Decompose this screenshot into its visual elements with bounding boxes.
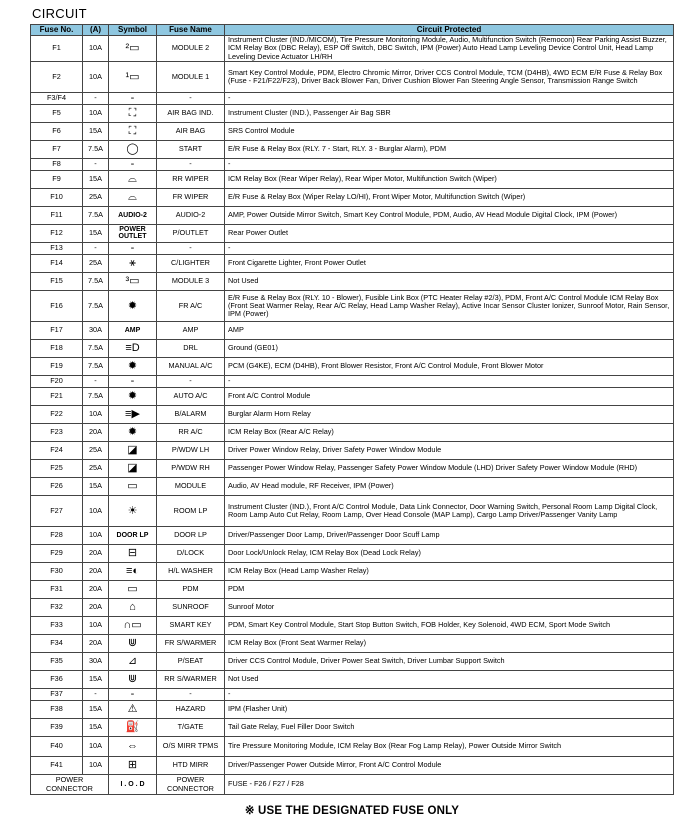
circuit-protected-cell: Audio, AV Head module, RF Receiver, IPM (Power) [225, 478, 674, 496]
fuse-name-cell: RR S/WARMER [157, 671, 225, 689]
front-wiper-icon: ⌓ [128, 191, 137, 203]
fuse-number-cell: F39 [31, 719, 83, 737]
fuse-name-cell: - [157, 159, 225, 171]
smart-key-icon: ∩▭ [123, 619, 142, 631]
symbol-cell [109, 340, 157, 358]
table-row [31, 358, 674, 376]
drl-icon: ≡D [125, 342, 140, 354]
table-row [31, 62, 674, 93]
fuse-number-cell: F31 [31, 581, 83, 599]
symbol-label: POWER OUTLET [118, 226, 147, 241]
amperage-cell: 10A [83, 737, 109, 757]
symbol-label: DOOR LP [116, 532, 149, 540]
rear-wiper-icon: ⌓ [128, 173, 137, 185]
power-seat-icon: ⊿ [127, 655, 138, 667]
fuse-name-cell: ROOM LP [157, 496, 225, 527]
fuse-name-cell: AIR BAG [157, 123, 225, 141]
symbol-cell [109, 545, 157, 563]
symbol-cell [109, 123, 157, 141]
fuse-name-cell: MODULE [157, 478, 225, 496]
heated-mirror-icon: ⊞ [127, 759, 138, 771]
fuse-number-cell: F16 [31, 291, 83, 322]
cigarette-lighter-icon: ⚹ [129, 257, 136, 269]
fuse-number-cell: F41 [31, 757, 83, 775]
fuse-number-cell: F7 [31, 141, 83, 159]
fuse-name-cell: PDM [157, 581, 225, 599]
fan-icon: ✹ [127, 299, 138, 312]
symbol-cell [109, 635, 157, 653]
fuse-number-cell: F14 [31, 255, 83, 273]
symbol-cell [109, 581, 157, 599]
header-fuse-no: Fuse No. [31, 25, 83, 36]
circuit-protected-cell: - [225, 243, 674, 255]
circuit-protected-cell: Door Lock/Unlock Relay, ICM Relay Box (Dead Lock Relay) [225, 545, 674, 563]
amperage-cell: - [83, 159, 109, 171]
rear-ac-icon: ✹ [127, 426, 138, 438]
fuse-name-cell: D/LOCK [157, 545, 225, 563]
circuit-protected-cell: AMP, Power Outside Mirror Switch, Smart Key Control Module, PDM, Audio, AV Head Module Digital Clock, IPM (Power) [225, 207, 674, 225]
fuse-number-cell: F1 [31, 36, 83, 62]
symbol-label: - [130, 375, 135, 387]
symbol-label: - [130, 92, 135, 104]
pdm-icon: ▭ [127, 583, 138, 595]
circuit-protected-cell: Passenger Power Window Relay, Passenger Safety Power Window Module (LHD) Driver Safety Power Window Module (RHD) [225, 460, 674, 478]
symbol-cell [109, 599, 157, 617]
fuse-name-cell: AIR BAG IND. [157, 105, 225, 123]
circuit-protected-cell: Front Cigarette Lighter, Front Power Outlet [225, 255, 674, 273]
symbol-label: AMP [124, 327, 141, 335]
amperage-cell: 10A [83, 36, 109, 62]
table-row [31, 563, 674, 581]
hazard-icon: ⚠ [127, 703, 138, 715]
symbol-cell [109, 358, 157, 376]
symbol-cell [109, 617, 157, 635]
airbag-ind-icon: ⛶ [128, 107, 137, 119]
amperage-cell: 10A [83, 62, 109, 93]
circuit-protected-cell: ICM Relay Box (Rear A/C Relay) [225, 424, 674, 442]
symbol-cell [109, 406, 157, 424]
table-row [31, 273, 674, 291]
circuit-protected-cell: E/R Fuse & Relay Box (Wiper Relay LO/HI), Front Wiper Motor, Multifunction Switch (Wiper) [225, 189, 674, 207]
amperage-cell: 15A [83, 719, 109, 737]
table-row [31, 159, 674, 171]
fuse-table-body [31, 36, 674, 795]
table-row [31, 442, 674, 460]
symbol-cell [109, 737, 157, 757]
module-icon: ▭ [127, 480, 138, 492]
table-row [31, 93, 674, 105]
amperage-cell: 10A [83, 406, 109, 424]
circuit-protected-cell: Tail Gate Relay, Fuel Filler Door Switch [225, 719, 674, 737]
fuse-name-cell: RR A/C [157, 424, 225, 442]
amperage-cell: 20A [83, 599, 109, 617]
tailgate-icon: ⛽ [125, 721, 140, 733]
circuit-protected-cell: PCM (G4KE), ECM (D4HB), Front Blower Resistor, Front A/C Control Module, Front Blower Motor [225, 358, 674, 376]
table-row [31, 225, 674, 243]
amperage-cell: 7.5A [83, 358, 109, 376]
symbol-cell [109, 62, 157, 93]
fuse-number-cell: POWER CONNECTOR [31, 775, 109, 795]
amperage-cell: 20A [83, 424, 109, 442]
amperage-cell: 15A [83, 478, 109, 496]
circuit-protected-cell: Not Used [225, 671, 674, 689]
rear-seat-warmer-icon: ⋓ [127, 673, 138, 685]
circuit-protected-cell: Burglar Alarm Horn Relay [225, 406, 674, 424]
table-row [31, 496, 674, 527]
table-row [31, 123, 674, 141]
circuit-protected-cell: Instrument Cluster (IND.), Front A/C Control Module, Data Link Connector, Door Warning Switch, Personal Room Lamp Digital Clock, Room Lamp Auto Cut Relay, Room Lamp, Over Head Console (MAP Lamp), Cargo Lamp Driver/Passenger Vanity Lamp [225, 496, 674, 527]
amperage-cell: 7.5A [83, 340, 109, 358]
fuse-number-cell: F40 [31, 737, 83, 757]
symbol-cell [109, 141, 157, 159]
module-icon: ¹▭ [125, 70, 140, 83]
symbol-cell [109, 255, 157, 273]
amperage-cell: 10A [83, 757, 109, 775]
circuit-protected-cell: ICM Relay Box (Front Seat Warmer Relay) [225, 635, 674, 653]
fuse-name-cell: - [157, 689, 225, 701]
amperage-cell: 15A [83, 671, 109, 689]
burglar-alarm-icon: ≡▶ [125, 408, 140, 420]
room-lamp-icon: ☀ [127, 504, 138, 517]
table-row [31, 406, 674, 424]
circuit-protected-cell: PDM [225, 581, 674, 599]
table-row [31, 545, 674, 563]
fuse-number-cell: F19 [31, 358, 83, 376]
window-lh-icon: ◪ [127, 444, 138, 456]
circuit-protected-cell: Tire Pressure Monitoring Module, ICM Relay Box (Rear Fog Lamp Relay), Power Outside Mirror Switch [225, 737, 674, 757]
symbol-cell [109, 775, 157, 795]
circuit-protected-cell: Driver/Passenger Door Lamp, Driver/Passenger Door Scuff Lamp [225, 527, 674, 545]
amperage-cell: 25A [83, 442, 109, 460]
fuse-number-cell: F33 [31, 617, 83, 635]
amperage-cell: 25A [83, 255, 109, 273]
symbol-cell [109, 496, 157, 527]
table-row [31, 701, 674, 719]
fuse-name-cell: POWER CONNECTOR [157, 775, 225, 795]
table-header-row [31, 25, 674, 36]
symbol-cell [109, 291, 157, 322]
fuse-number-cell: F20 [31, 376, 83, 388]
symbol-cell [109, 171, 157, 189]
fuse-name-cell: MODULE 2 [157, 36, 225, 62]
fuse-number-cell: F18 [31, 340, 83, 358]
fuse-name-cell: SUNROOF [157, 599, 225, 617]
header-fuse-name: Fuse Name [157, 25, 225, 36]
fuse-number-cell: F27 [31, 496, 83, 527]
amperage-cell: - [83, 243, 109, 255]
circuit-protected-cell: E/R Fuse & Relay Box (RLY. 7 - Start, RLY. 3 - Burglar Alarm), PDM [225, 141, 674, 159]
fuse-name-cell: DRL [157, 340, 225, 358]
circuit-protected-cell: - [225, 93, 674, 105]
circuit-protected-cell: - [225, 689, 674, 701]
amperage-cell: 15A [83, 123, 109, 141]
header-symbol: Symbol [109, 25, 157, 36]
fuse-number-cell: F28 [31, 527, 83, 545]
symbol-cell [109, 322, 157, 340]
sunroof-icon: ⌂ [129, 601, 136, 613]
amperage-cell: 7.5A [83, 291, 109, 322]
fuse-number-cell: F3/F4 [31, 93, 83, 105]
fuse-number-cell: F2 [31, 62, 83, 93]
fuse-number-cell: F25 [31, 460, 83, 478]
fuse-number-cell: F35 [31, 653, 83, 671]
fuse-name-cell: FR S/WARMER [157, 635, 225, 653]
symbol-label: AUDIO-2 [118, 212, 147, 220]
start-icon: ◯ [126, 143, 139, 155]
fuse-name-cell: FR WIPER [157, 189, 225, 207]
fuse-number-cell: F12 [31, 225, 83, 243]
table-row [31, 719, 674, 737]
fuse-name-cell: FR A/C [157, 291, 225, 322]
circuit-protected-cell: Sunroof Motor [225, 599, 674, 617]
fuse-name-cell: P/OUTLET [157, 225, 225, 243]
fuse-number-cell: F37 [31, 689, 83, 701]
table-row [31, 255, 674, 273]
symbol-cell [109, 225, 157, 243]
fuse-number-cell: F36 [31, 671, 83, 689]
airbag-icon: ⛶ [128, 125, 137, 137]
symbol-cell [109, 460, 157, 478]
symbol-cell [109, 105, 157, 123]
table-row [31, 340, 674, 358]
amperage-cell: 20A [83, 563, 109, 581]
symbol-label: I . O . D [120, 781, 145, 789]
symbol-cell [109, 719, 157, 737]
window-rh-icon: ◪ [127, 462, 138, 474]
fuse-name-cell: - [157, 376, 225, 388]
manual-ac-icon: ✹ [127, 360, 138, 372]
fuse-number-cell: F26 [31, 478, 83, 496]
table-row [31, 243, 674, 255]
table-row [31, 171, 674, 189]
table-row [31, 635, 674, 653]
amperage-cell: 15A [83, 225, 109, 243]
symbol-cell [109, 388, 157, 406]
fuse-number-cell: F13 [31, 243, 83, 255]
fuse-number-cell: F9 [31, 171, 83, 189]
circuit-protected-cell: Driver Power Window Relay, Driver Safety Power Window Module [225, 442, 674, 460]
fuse-number-cell: F38 [31, 701, 83, 719]
fuse-number-cell: F21 [31, 388, 83, 406]
symbol-cell [109, 653, 157, 671]
amperage-cell: 25A [83, 189, 109, 207]
fuse-table-panel [30, 6, 674, 817]
fuse-name-cell: P/SEAT [157, 653, 225, 671]
fuse-number-cell: F22 [31, 406, 83, 424]
fuse-number-cell: F29 [31, 545, 83, 563]
symbol-cell [109, 478, 157, 496]
circuit-protected-cell: FUSE - F26 / F27 / F28 [225, 775, 674, 795]
fuse-number-cell: F5 [31, 105, 83, 123]
table-row [31, 105, 674, 123]
table-row [31, 388, 674, 406]
table-row [31, 689, 674, 701]
circuit-protected-cell: Smart Key Control Module, PDM, Electro Chromic Mirror, Driver CCS Control Module, TCM (D4HB), 4WD ECM E/R Fuse & Relay Box (Fuse - F21/F22/F23), Driver Back Blower Fan, Driver Cushion Blower Fan Steering Angle Sensor, Transmission Range Switch [225, 62, 674, 93]
fuse-number-cell: F30 [31, 563, 83, 581]
amperage-cell: 7.5A [83, 207, 109, 225]
symbol-cell [109, 757, 157, 775]
fuse-name-cell: H/L WASHER [157, 563, 225, 581]
fuse-name-cell: T/GATE [157, 719, 225, 737]
fuse-number-cell: F34 [31, 635, 83, 653]
seat-warmer-icon: ⋓ [127, 637, 138, 649]
table-row [31, 291, 674, 322]
table-row [31, 581, 674, 599]
amperage-cell: 20A [83, 581, 109, 599]
circuit-protected-cell: SRS Control Module [225, 123, 674, 141]
circuit-protected-cell: Instrument Cluster (IND.), Passenger Air Bag SBR [225, 105, 674, 123]
fuse-number-cell: F23 [31, 424, 83, 442]
table-row [31, 775, 674, 795]
fuse-name-cell: P/WDW RH [157, 460, 225, 478]
symbol-cell [109, 671, 157, 689]
fuse-number-cell: F32 [31, 599, 83, 617]
circuit-protected-cell: Ground (GE01) [225, 340, 674, 358]
symbol-cell [109, 442, 157, 460]
circuit-protected-cell: Front A/C Control Module [225, 388, 674, 406]
symbol-cell [109, 93, 157, 105]
fuse-number-cell: F17 [31, 322, 83, 340]
footer-note: ※ USE THE DESIGNATED FUSE ONLY [244, 805, 460, 817]
fuse-name-cell: AUTO A/C [157, 388, 225, 406]
fuse-name-cell: AUDIO-2 [157, 207, 225, 225]
fuse-name-cell: MODULE 3 [157, 273, 225, 291]
table-row [31, 617, 674, 635]
fuse-name-cell: SMART KEY [157, 617, 225, 635]
table-row [31, 322, 674, 340]
fuse-name-cell: O/S MIRR TPMS [157, 737, 225, 757]
circuit-protected-cell: ICM Relay Box (Head Lamp Washer Relay) [225, 563, 674, 581]
symbol-cell [109, 527, 157, 545]
amperage-cell: 10A [83, 105, 109, 123]
fuse-name-cell: HAZARD [157, 701, 225, 719]
circuit-protected-cell: IPM (Flasher Unit) [225, 701, 674, 719]
fuse-name-cell: B/ALARM [157, 406, 225, 424]
amperage-cell: 10A [83, 617, 109, 635]
auto-ac-icon: ✹ [127, 390, 138, 402]
table-row [31, 671, 674, 689]
amperage-cell: - [83, 93, 109, 105]
circuit-protected-cell: Rear Power Outlet [225, 225, 674, 243]
header-amperage: (A) [83, 25, 109, 36]
fuse-name-cell: DOOR LP [157, 527, 225, 545]
circuit-protected-cell: PDM, Smart Key Control Module, Start Stop Button Switch, FOB Holder, Key Solenoid, 4WD ECM, Sport Mode Switch [225, 617, 674, 635]
amperage-cell: 7.5A [83, 273, 109, 291]
amperage-cell: - [83, 376, 109, 388]
circuit-protected-cell: E/R Fuse & Relay Box (RLY. 10 - Blower), Fusible Link Box (PTC Heater Relay #2/3), PDM, Front A/C Control Module ICM Relay Box (Front Seat Warmer Relay, Rear A/C Relay, Head Lamp Washer Relay), Active Incar Sensor Cluster Ionizer, Sunroof Motor, Rain Sensor, IPM (Power) [225, 291, 674, 322]
table-row [31, 376, 674, 388]
symbol-cell [109, 424, 157, 442]
header-circuit-protected: Circuit Protected [225, 25, 674, 36]
fuse-name-cell: P/WDW LH [157, 442, 225, 460]
table-row [31, 653, 674, 671]
fuse-name-cell: C/LIGHTER [157, 255, 225, 273]
fuse-number-cell: F11 [31, 207, 83, 225]
amperage-cell: 30A [83, 653, 109, 671]
table-row [31, 599, 674, 617]
outside-mirror-icon: ⇔ [127, 740, 138, 752]
amperage-cell: 10A [83, 527, 109, 545]
circuit-protected-cell: Not Used [225, 273, 674, 291]
amperage-cell: 15A [83, 171, 109, 189]
symbol-label: - [130, 158, 135, 170]
table-row [31, 737, 674, 757]
fuse-number-cell: F10 [31, 189, 83, 207]
amperage-cell: 15A [83, 701, 109, 719]
symbol-cell [109, 563, 157, 581]
fuse-number-cell: F15 [31, 273, 83, 291]
table-row [31, 527, 674, 545]
page-title: CIRCUIT [32, 6, 87, 21]
circuit-protected-cell: Instrument Cluster (IND./MICOM), Tire Pressure Monitoring Module, Audio, Multifunction Switch (Remocon) Rear Parking Assist Buzzer, ICM Relay Box (DBC Relay), ESP Off Switch, DBC Switch, IPM (Power) Auto Head Lamp Leveling Device Control Unit, Head Lamp Leveling Device Actuator LH/RH [225, 36, 674, 62]
fuse-number-cell: F6 [31, 123, 83, 141]
symbol-cell [109, 207, 157, 225]
symbol-cell [109, 689, 157, 701]
symbol-cell [109, 701, 157, 719]
symbol-cell [109, 159, 157, 171]
module-icon: ²▭ [125, 42, 140, 54]
symbol-cell [109, 243, 157, 255]
table-row [31, 460, 674, 478]
circuit-protected-cell: AMP [225, 322, 674, 340]
table-row [31, 36, 674, 62]
amperage-cell: - [83, 689, 109, 701]
module-icon: ³▭ [125, 275, 140, 287]
amperage-cell: 7.5A [83, 141, 109, 159]
fuse-name-cell: RR WIPER [157, 171, 225, 189]
table-row [31, 757, 674, 775]
amperage-cell: 30A [83, 322, 109, 340]
fuse-table [30, 24, 674, 795]
circuit-protected-cell: - [225, 159, 674, 171]
table-row [31, 424, 674, 442]
fuse-name-cell: START [157, 141, 225, 159]
fuse-name-cell: AMP [157, 322, 225, 340]
symbol-cell [109, 189, 157, 207]
circuit-protected-cell: Driver CCS Control Module, Driver Power Seat Switch, Driver Lumbar Support Switch [225, 653, 674, 671]
fuse-name-cell: MODULE 1 [157, 62, 225, 93]
fuse-number-cell: F8 [31, 159, 83, 171]
fuse-name-cell: MANUAL A/C [157, 358, 225, 376]
symbol-cell [109, 376, 157, 388]
fuse-name-cell: - [157, 243, 225, 255]
table-row [31, 141, 674, 159]
headlamp-washer-icon: ≡◐ [125, 565, 140, 577]
amperage-cell: 25A [83, 460, 109, 478]
symbol-label: - [130, 688, 135, 700]
amperage-cell: 7.5A [83, 388, 109, 406]
table-row [31, 207, 674, 225]
table-row [31, 189, 674, 207]
fuse-name-cell: - [157, 93, 225, 105]
table-row [31, 478, 674, 496]
amperage-cell: 20A [83, 635, 109, 653]
amperage-cell: 20A [83, 545, 109, 563]
fuse-name-cell: HTD MIRR [157, 757, 225, 775]
amperage-cell: 10A [83, 496, 109, 527]
symbol-cell [109, 273, 157, 291]
fuse-number-cell: F24 [31, 442, 83, 460]
circuit-protected-cell: - [225, 376, 674, 388]
symbol-cell [109, 36, 157, 62]
door-lock-icon: ⊟ [127, 547, 138, 559]
circuit-protected-cell: ICM Relay Box (Rear Wiper Relay), Rear Wiper Motor, Multifunction Switch (Wiper) [225, 171, 674, 189]
circuit-protected-cell: Driver/Passenger Power Outside Mirror, Front A/C Control Module [225, 757, 674, 775]
symbol-label: - [130, 242, 135, 254]
